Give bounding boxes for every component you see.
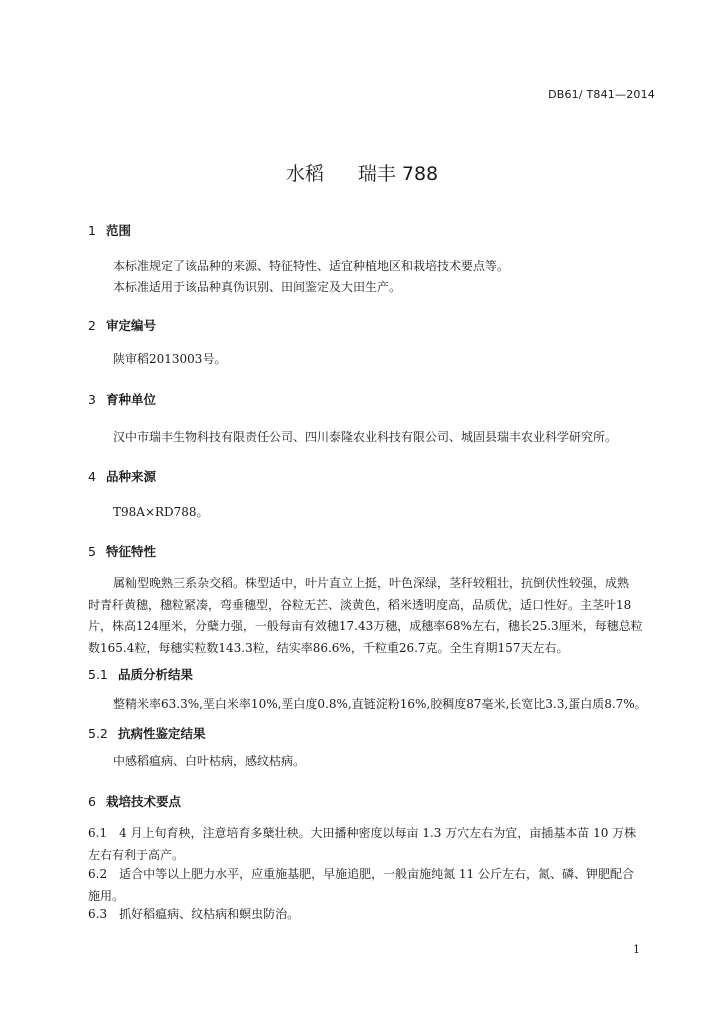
section-title: 育种单位 bbox=[106, 392, 157, 407]
section-6-2-paragraph bbox=[88, 864, 656, 907]
paragraph-line: 时青秆黄穗，穗粒紧凑，弯垂穗型，谷粒无芒、淡黄色，稻米透明度高，品质优，适口性好。主茎叶18 bbox=[88, 597, 632, 612]
section-title: 审定编号 bbox=[106, 318, 157, 333]
section-5-2-heading bbox=[88, 724, 206, 742]
section-5-heading bbox=[88, 542, 156, 560]
title-variety: 瑞丰 788 bbox=[357, 163, 439, 185]
section-6-3-text: 6.3 抓好稻瘟病、纹枯病和螟虫防治。 bbox=[88, 907, 300, 921]
section-5-paragraph bbox=[88, 573, 656, 659]
page-number: 1 bbox=[633, 943, 640, 956]
section-6-1-paragraph bbox=[88, 823, 656, 866]
section-2-heading bbox=[88, 316, 156, 334]
title-crop: 水稻 bbox=[285, 163, 324, 185]
section-4-text: T98A×RD788。 bbox=[113, 505, 209, 519]
section-number: 5.1 bbox=[88, 667, 108, 682]
paragraph-line: 左右有利于高产。 bbox=[88, 847, 185, 862]
paragraph-line: 片，株高124厘米，分蘖力强，一般每亩有效穗17.43万穗，成穗率68%左右，穗长25.3厘米，每穗总粒 bbox=[88, 619, 643, 633]
paragraph-line: 施用。 bbox=[88, 888, 125, 903]
paragraph-line: 数165.4粒，每穗实粒数143.3粒，结实率86.6%，千粒重26.7克。全生育期157天左右。 bbox=[88, 640, 569, 655]
section-1-line-2: 本标准适用于该品种真伪识别、田间鉴定及大田生产。 bbox=[113, 280, 402, 294]
section-4-heading bbox=[88, 467, 156, 485]
section-5-1-text: 整精米率63.3%,垩白米率10%,垩白度0.8%,直链淀粉16%,胶稠度87毫米,长宽比3.3,蛋白质8.7%。 bbox=[113, 697, 647, 711]
section-number: 2 bbox=[88, 318, 96, 333]
page-title bbox=[0, 159, 724, 186]
section-5-2-text: 中感稻瘟病、白叶枯病，感纹枯病。 bbox=[113, 754, 306, 768]
section-title: 抗病性鉴定结果 bbox=[118, 726, 206, 741]
section-1-line-1: 本标准规定了该品种的来源、特征特性、适宜种植地区和栽培技术要点等。 bbox=[113, 259, 510, 273]
section-title: 栽培技术要点 bbox=[106, 794, 182, 809]
section-3-heading bbox=[88, 390, 156, 408]
section-number: 5.2 bbox=[88, 726, 108, 741]
section-6-heading bbox=[88, 792, 181, 810]
paragraph-line: 6.1 4 月上旬育秧，注意培育多蘖壮秧。大田播种密度以每亩 1.3 万穴左右为宜，亩插基本苗 10 万株 bbox=[88, 826, 637, 840]
paragraph-line: 属籼型晚熟三系杂交稻。株型适中，叶片直立上挺，叶色深绿，茎秆较粗壮，抗倒伏性较强，成熟 bbox=[113, 576, 630, 590]
section-3-text: 汉中市瑞丰生物科技有限责任公司、四川泰隆农业科技有限公司、城固县瑞丰农业科学研究所。 bbox=[113, 430, 618, 444]
section-1-heading bbox=[88, 221, 131, 239]
section-title: 品种来源 bbox=[106, 469, 157, 484]
section-title: 品质分析结果 bbox=[118, 667, 194, 682]
section-2-text: 陕审稻2013003号。 bbox=[113, 352, 227, 366]
section-number: 3 bbox=[88, 392, 96, 407]
section-5-1-heading bbox=[88, 665, 193, 683]
section-number: 1 bbox=[88, 223, 96, 238]
standard-code: DB61/ T841—2014 bbox=[548, 88, 655, 101]
section-number: 4 bbox=[88, 469, 96, 484]
section-title: 范围 bbox=[106, 223, 132, 238]
section-number: 5 bbox=[88, 544, 96, 559]
section-number: 6 bbox=[88, 794, 96, 809]
section-title: 特征特性 bbox=[106, 544, 157, 559]
paragraph-line: 6.2 适合中等以上肥力水平，应重施基肥，早施追肥，一般亩施纯氮 11 公斤左右，氮、磷、钾肥配合 bbox=[88, 867, 634, 881]
